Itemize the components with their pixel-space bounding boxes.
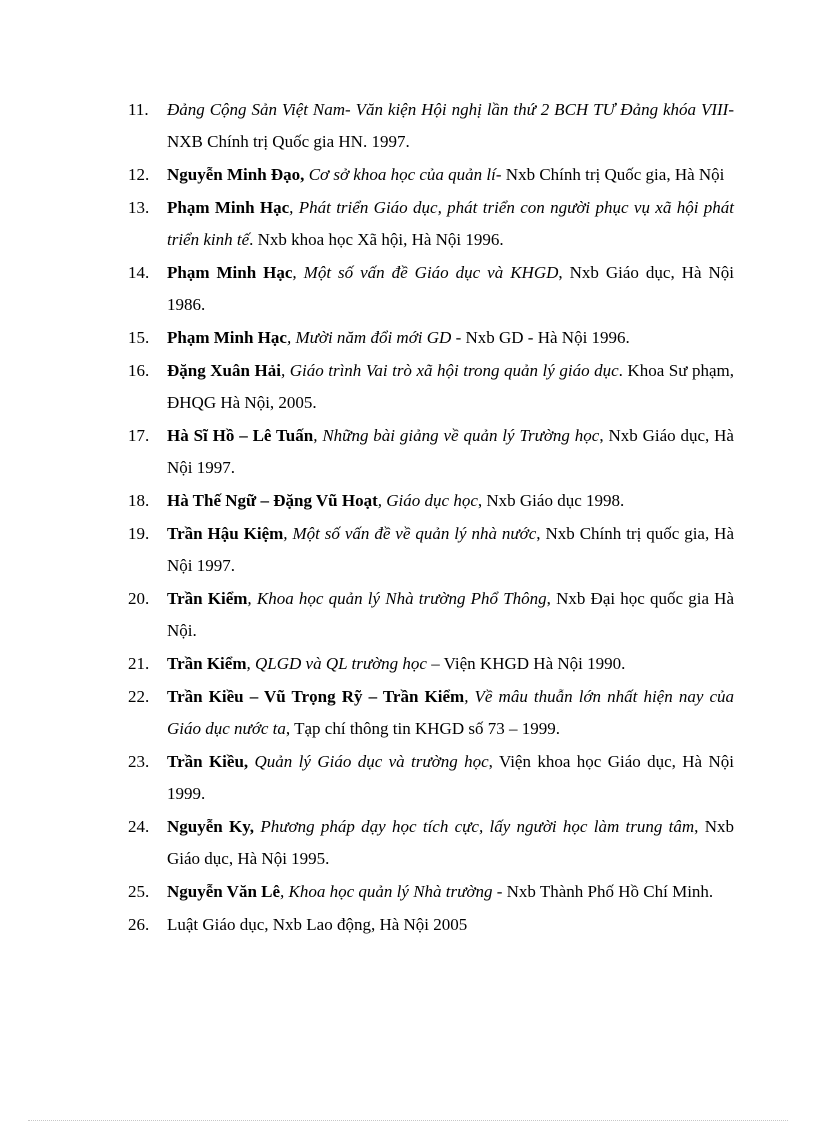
reference-number: 16.: [128, 361, 150, 380]
reference-title: , Một số vấn đề Giáo dục và KHGD: [292, 263, 559, 282]
reference-publisher: - Nxb GD - Hà Nội 1996.: [451, 328, 630, 347]
reference-author: Phạm Minh Hạc: [167, 328, 287, 347]
reference-title: , Mười năm đổi mới GD: [286, 328, 452, 347]
reference-number: 20.: [128, 589, 150, 608]
reference-number: 12.: [128, 165, 150, 184]
reference-number: 25.: [128, 882, 150, 901]
reference-author: Hà Sĩ Hồ – Lê Tuấn: [167, 426, 314, 445]
reference-title: , Khoa học quản lý Nhà trường: [280, 882, 493, 901]
reference-item: [128, 909, 734, 941]
reference-item: [128, 192, 734, 256]
reference-number: 24.: [128, 817, 150, 836]
reference-item: [128, 420, 734, 484]
reference-item: [128, 257, 734, 321]
reference-publisher: - NXB Chính trị Quốc gia HN. 1997.: [167, 100, 734, 151]
reference-number: 14.: [128, 263, 150, 282]
reference-title: , Giáo trình Vai trò xã hội trong quản lý giáo dục: [280, 361, 619, 380]
reference-item: [128, 485, 734, 517]
reference-number: 26.: [128, 915, 150, 934]
reference-item: [128, 518, 734, 582]
reference-publisher: , Viện khoa học Giáo dục, Hà Nội 1999.: [167, 752, 734, 803]
reference-title: Phương pháp dạy học tích cực, lấy người học làm trung tâm: [254, 817, 695, 836]
reference-publisher: , Nxb Chính trị quốc gia, Hà Nội 1997.: [167, 524, 734, 575]
reference-item: [128, 648, 734, 680]
reference-publisher: . Khoa Sư phạm, ĐHQG Hà Nội, 2005.: [167, 361, 735, 412]
reference-number: 15.: [128, 328, 150, 347]
reference-author: Nguyễn Minh Đạo,: [167, 165, 305, 184]
reference-publisher: Luật Giáo dục, Nxb Lao động, Hà Nội 2005: [167, 915, 468, 934]
reference-item: [128, 583, 734, 647]
reference-author: Trần Kiểm: [167, 589, 248, 608]
reference-number: 11.: [128, 100, 149, 119]
reference-item: [128, 322, 734, 354]
reference-author: Phạm Minh Hạc: [167, 198, 290, 217]
reference-number: 21.: [128, 654, 150, 673]
reference-author: Phạm Minh Hạc: [167, 263, 293, 282]
reference-publisher: - Nxb Thành Phố Hồ Chí Minh.: [492, 882, 714, 901]
reference-number: 18.: [128, 491, 150, 510]
reference-item: [128, 746, 734, 810]
reference-author: Hà Thế Ngữ – Đặng Vũ Hoạt: [167, 491, 378, 510]
reference-item: [128, 876, 734, 908]
reference-title: Đảng Cộng Sản Việt Nam- Văn kiện Hội nghị lần thứ 2 BCH TƯ Đảng khóa VIII: [167, 100, 729, 119]
reference-author: Trần Kiều,: [167, 752, 249, 771]
reference-publisher: – Viện KHGD Hà Nội 1990.: [426, 654, 626, 673]
reference-list: [128, 94, 734, 942]
reference-number: 17.: [128, 426, 150, 445]
page-bottom-divider: [28, 1120, 788, 1121]
reference-title: , Phát triển Giáo dục, phát triển con người phục vụ xã hội phát triển kinh tế: [167, 198, 734, 249]
reference-item: [128, 811, 734, 875]
reference-publisher: . Nxb khoa học Xã hội, Hà Nội 1996.: [249, 230, 504, 249]
reference-publisher: , Nxb Giáo dục 1998.: [477, 491, 625, 510]
reference-number: 23.: [128, 752, 150, 771]
reference-author: Nguyễn Văn Lê: [167, 882, 281, 901]
reference-title: , Giáo dục học: [377, 491, 478, 510]
reference-title: , Về mâu thuẫn lớn nhất hiện nay của Giáo dục nước ta: [167, 687, 735, 738]
reference-item: [128, 355, 734, 419]
reference-title: Cơ sở khoa học của quản lí: [304, 165, 496, 184]
reference-author: Đặng Xuân Hải: [167, 361, 281, 380]
reference-author: Trần Hậu Kiệm: [167, 524, 284, 543]
reference-number: 19.: [128, 524, 150, 543]
reference-author: Trần Kiều – Vũ Trọng Rỹ – Trần Kiểm: [167, 687, 465, 706]
reference-title: , QLGD và QL trường học: [246, 654, 427, 673]
reference-title: , Khoa học quản lý Nhà trường Phổ Thông: [247, 589, 547, 608]
reference-item: [128, 681, 734, 745]
reference-publisher: , Nxb Giáo dục, Hà Nội 1997.: [167, 426, 734, 477]
reference-publisher: , Nxb Giáo dục, Hà Nội 1995.: [167, 817, 734, 868]
reference-publisher: , Nxb Đại học quốc gia Hà Nội.: [167, 589, 735, 640]
reference-title: Quản lý Giáo dục và trường học: [248, 752, 489, 771]
reference-author: Nguyễn Ky,: [167, 817, 255, 836]
reference-publisher: - Nxb Chính trị Quốc gia, Hà Nội: [495, 165, 725, 184]
reference-item: [128, 94, 734, 158]
reference-publisher: , Tạp chí thông tin KHGD số 73 – 1999.: [285, 719, 560, 738]
reference-title: , Những bài giảng về quản lý Trường học: [313, 426, 600, 445]
reference-item: [128, 159, 734, 191]
reference-publisher: , Nxb Giáo dục, Hà Nội 1986.: [167, 263, 734, 314]
reference-number: 22.: [128, 687, 150, 706]
reference-author: Trần Kiểm: [167, 654, 247, 673]
reference-number: 13.: [128, 198, 150, 217]
reference-title: , Một số vấn đề về quản lý nhà nước: [283, 524, 537, 543]
